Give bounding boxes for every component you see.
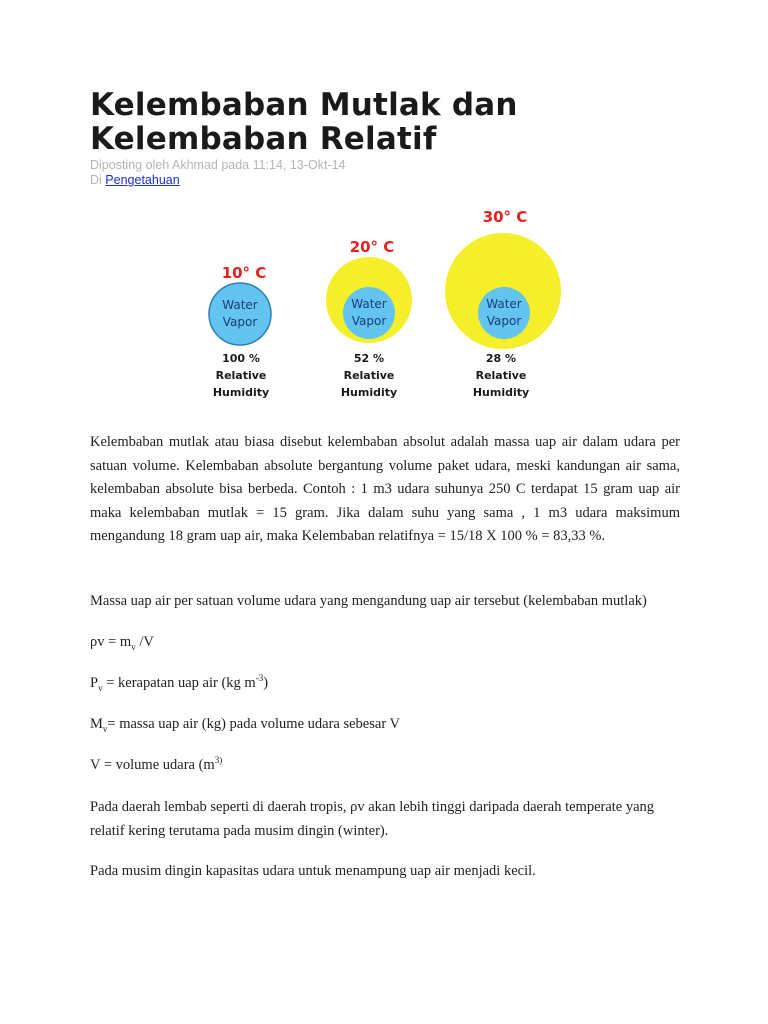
paragraph-winter: Pada musim dingin kapasitas udara untuk menampung uap air menjadi kecil. [90,863,536,879]
vapor-label-10-b: Vapor [222,315,258,329]
paragraph-definition: Kelembaban mutlak atau biasa disebut kelembaban absolut adalah massa uap air dalam udara per satuan volume. Kelembaban absolute bergantung volume paket udara, meski kandungan air sama, kelembaban absolute bisa berbeda. Contoh : 1 m3 udara suhunya 250 C terdapat 15 gram uap air maka kelembaban mutlak = 15 gram. Jika dalam suhu yang sama , 1 m3 udara maksimum mengandung 18 gram uap air, maka Kelembaban relatifnya = 15/18 X 100 % = 83,33 %. [90,434,680,544]
formula-mv [90,713,680,737]
formula-pv-sub: v [98,682,103,693]
caption-10-b: Humidity [212,386,270,399]
temp-label-20: 20° C [349,238,395,256]
formula-pv [90,672,680,696]
caption-20-b: Humidity [340,386,398,399]
formula-density-sub: v [131,641,136,652]
vapor-label-10-a: Water [222,298,258,312]
vapor-circle-30 [478,287,530,339]
formula-pv-close: ) [263,675,269,691]
temp-label-30: 30° C [482,208,528,226]
vapor-circle-20 [343,287,395,339]
caption-20-a: Relative [343,369,395,382]
formula-volume-sup: 3) [214,755,223,766]
relative-humidity-figure [196,203,576,413]
formula-density-rhs: /V [135,634,154,650]
formula-volume [90,754,680,778]
formula-density [90,631,680,655]
vapor-label-30-b: Vapor [486,314,522,328]
formula-mv-desc: = massa uap air (kg) pada volume udara sebesar V [107,716,400,732]
paragraph-tropics: Pada daerah lembab seperti di daerah tropis, ρv akan lebih tinggi daripada daerah temperate yang relatif kering terutama pada musim dingin (winter). [90,799,655,839]
percent-30: 28 % [485,352,517,365]
paragraph-mass-definition: Massa uap air per satuan volume udara yang mengandung uap air tersebut (kelembaban mutlak) [90,593,647,609]
formula-mv-sub: v [102,723,108,734]
vapor-label-20-a: Water [351,297,387,311]
post-category [90,172,180,188]
percent-20: 52 % [353,352,385,365]
caption-30-a: Relative [475,369,527,382]
percent-10: 100 % [222,352,260,365]
formula-density-lhs: ρv = m [90,634,132,650]
vapor-circle-10 [209,283,271,345]
caption-30-b: Humidity [472,386,530,399]
formula-volume-desc: V = volume udara (m [90,757,215,773]
category-link[interactable]: Pengetahuan [105,173,180,187]
formula-pv-sup: -3 [255,673,264,684]
category-prefix: Di [90,173,102,187]
formula-mv-symbol: M [90,716,103,732]
vapor-label-20-b: Vapor [351,314,387,328]
caption-10-a: Relative [215,369,267,382]
post-meta: Diposting oleh Akhmad pada 11:14, 13-Okt-14 [90,158,346,172]
formula-pv-desc: = kerapatan uap air (kg m [102,675,256,691]
vapor-label-30-a: Water [486,297,522,311]
article-title: Kelembaban Mutlak dan Kelembaban Relatif [90,87,518,157]
temp-label-10: 10° C [221,264,267,282]
formula-pv-symbol: P [90,675,99,691]
